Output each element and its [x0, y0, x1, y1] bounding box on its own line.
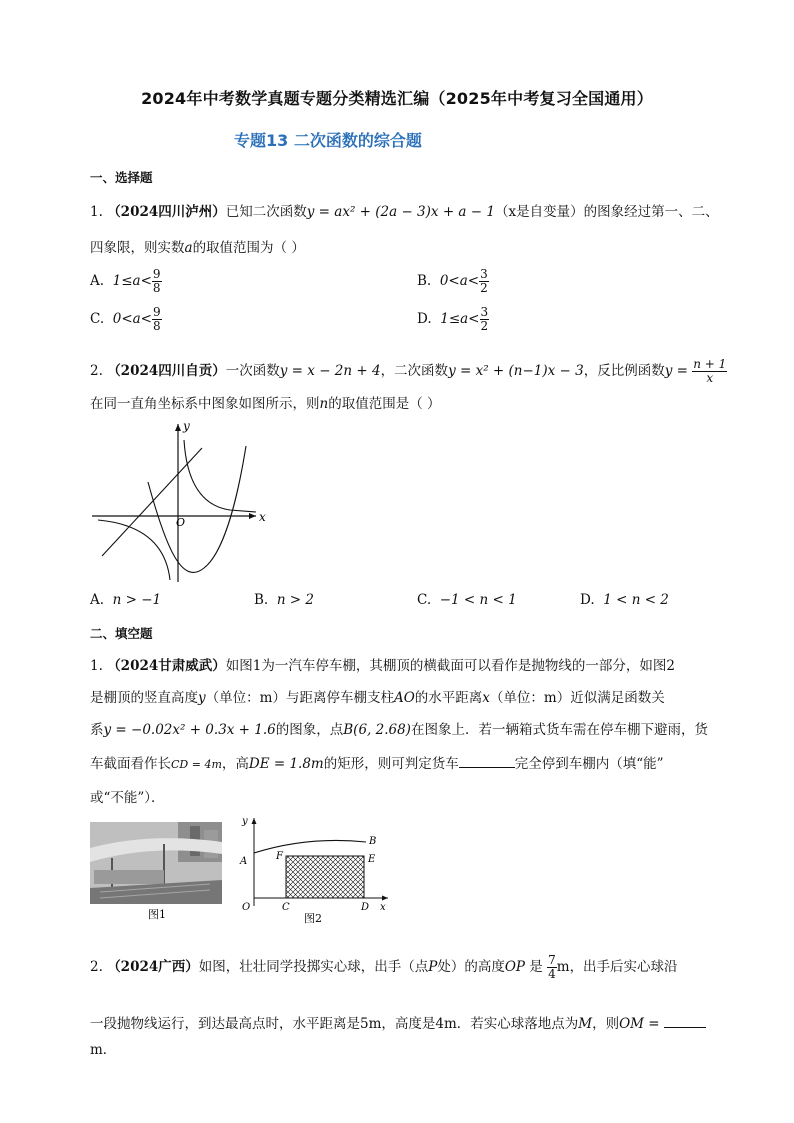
option-label: A. [90, 273, 105, 289]
option-text: 1≤a< [112, 273, 152, 289]
point-b-label: B [369, 836, 377, 847]
question-number: 2. [90, 959, 103, 975]
q2-option-d[interactable] [580, 592, 669, 608]
x-axis-label: x [259, 510, 266, 524]
stem-text: 或“不能”）． [90, 790, 165, 806]
stem-text: ，二次函数 [380, 363, 449, 379]
stem-text: 如图1为一汽车停车棚，其棚顶的横截面可以看作是抛物线的一部分，如图2 [225, 658, 675, 674]
fraction: $\frac{3}{2}$ [480, 267, 488, 295]
stem-text: （单位：m）与距离停车棚支柱 [205, 690, 394, 706]
fraction: $\frac{3}{2}$ [480, 305, 489, 333]
formula: B(6, 2.68) [343, 722, 411, 738]
fill-1-line-5 [90, 786, 165, 806]
stem-text: m． [90, 1042, 117, 1058]
question-source: （2024甘肃威武） [107, 658, 226, 674]
question-2-line-2 [90, 392, 441, 412]
stem-text: 的取值范围为（ ） [192, 240, 305, 256]
stem-text: ，反比例函数 [583, 363, 665, 379]
x-axis-label: x [380, 902, 386, 913]
fraction: $\frac{9}{8}$ [152, 267, 161, 295]
q2-option-c[interactable] [417, 592, 517, 608]
x-axis-arrow [249, 513, 256, 519]
stem-text: 完全停到车棚内（填“能” [514, 756, 664, 772]
function-graph-figure [88, 418, 278, 586]
stem-text: ，出手后实心球沿 [569, 959, 678, 975]
carport-photo [90, 822, 222, 922]
roof-parabola [254, 840, 366, 853]
section-heading-choice: 一、选择题 [90, 170, 153, 185]
q1-option-c[interactable] [90, 306, 162, 333]
question-source: （2024广西） [107, 959, 199, 975]
question-1-line-2 [90, 236, 305, 256]
q2-option-b[interactable] [254, 592, 314, 608]
truck-rectangle [286, 856, 364, 898]
fill-1-line-2: 是棚顶的竖直高度y（单位：m）与距离停车棚支柱AO的水平距离x（单位：m）近似满足函数关 [90, 690, 665, 706]
y-axis-arrow [252, 818, 257, 824]
y-axis-arrow [175, 424, 181, 431]
y-axis-label: y [242, 816, 248, 827]
option-label: C. [417, 592, 432, 608]
stem-text: 一段抛物线运行，到达最高点时，水平距离是5m，高度是4m．若实心球落地点为 [90, 1016, 579, 1032]
q1-option-b[interactable] [417, 268, 489, 295]
question-number: 2. [90, 363, 103, 379]
stem-text: 的水平距离 [414, 690, 483, 706]
formula: y = x² + (n−1)x − 3 [448, 363, 584, 379]
option-text: −1 < n < 1 [439, 592, 517, 608]
point-c-label: C [282, 902, 290, 913]
q1-option-d[interactable] [417, 306, 489, 333]
point-e-label: E [368, 854, 376, 865]
option-text: n > 2 [276, 592, 314, 608]
stem-text: （单位：m）近似满足函数关 [489, 690, 665, 706]
option-text: 1≤a< [440, 311, 480, 327]
stem-text: 系 [90, 722, 104, 738]
fill-2-line-3 [90, 1038, 116, 1058]
fill-1-line-1 [90, 654, 675, 674]
option-label: B. [417, 273, 432, 289]
option-label: B. [254, 592, 269, 608]
stem-text: 的取值范围是（ ） [328, 396, 441, 412]
point-f-label: F [276, 851, 283, 862]
stem-text: 车截面看作长 [90, 756, 171, 772]
stem-text: 四象限，则实数 [90, 240, 185, 256]
fraction: $\frac{7}{4}$ [548, 953, 556, 981]
option-label: D. [580, 592, 595, 608]
hyperbola-branch-2 [98, 520, 170, 580]
stem-text: 如图，壮壮同学投掷实心球，出手（点 [198, 959, 429, 975]
stem-text: 在同一直角坐标系中图象如图所示，则 [90, 396, 320, 412]
stem-text: 在图象上．若一辆箱式货车需在停车棚下避雨，货 [410, 722, 708, 738]
stem-text: 一次函数 [225, 363, 280, 379]
variable: n [319, 396, 329, 412]
topic-title: 专题13 二次函数的综合题 [234, 131, 422, 150]
stem-text: （x是自变量）的图象经过第一、二、 [494, 204, 719, 220]
question-source: （2024四川泸州） [107, 204, 226, 220]
point-d-label: D [361, 902, 370, 913]
x-axis-arrow [382, 896, 388, 901]
option-text: 0<a< [112, 311, 152, 327]
variable: a [184, 240, 193, 256]
formula: CD = 4m [171, 758, 222, 771]
answer-blank[interactable] [459, 755, 515, 768]
stem-text: ，则 [592, 1016, 620, 1032]
formula: y = −0.02x² + 0.3x + 1.6 [103, 722, 276, 738]
question-number: 1. [90, 204, 103, 220]
stem-text: 已知二次函数 [225, 204, 307, 220]
question-2-line-1 [90, 358, 727, 385]
formula: DE = 1.8m [248, 756, 324, 772]
stem-text: 的图象，点 [275, 722, 344, 738]
option-label: C. [90, 311, 105, 327]
stem-text: 是棚顶的竖直高度 [90, 690, 198, 706]
point-a-label: A [240, 856, 248, 867]
document-title: 2024年中考数学真题专题分类精选汇编（2025年中考复习全国通用） [141, 89, 653, 108]
option-text: 1 < n < 2 [603, 592, 669, 608]
fill-2-line-1: 2. （2024广西）如图，壮壮同学投掷实心球，出手（点P处）的高度OP 是 $\frac{7}{4}$ m，出手后实心球沿 [90, 953, 678, 981]
question-source: （2024四川自贡） [107, 363, 226, 379]
figure-1-caption: 图1 [148, 908, 166, 921]
option-text: n > −1 [112, 592, 162, 608]
carport-diagram [228, 812, 398, 924]
formula: y = [664, 363, 693, 379]
y-axis-label: y [183, 419, 190, 433]
point-o-label: O [242, 902, 251, 913]
formula: y = ax² + (2a − 3)x + a − 1 [306, 204, 495, 220]
option-label: A. [90, 592, 105, 608]
question-number: 1. [90, 658, 103, 674]
question-1-line-1 [90, 200, 719, 220]
q1-option-a[interactable] [90, 268, 162, 295]
fraction: $\frac{9}{8}$ [153, 305, 161, 333]
fraction: $\frac{n + 1}{x}$ [693, 357, 727, 385]
origin-label: O [176, 516, 186, 529]
fill-2-line-2: 一段抛物线运行，到达最高点时，水平距离是5m，高度是4m．若实心球落地点为M，则OM = [90, 1012, 706, 1032]
stem-text: ，高 [221, 756, 249, 772]
formula: y = x − 2n + 4 [279, 363, 381, 379]
fill-1-line-4 [90, 752, 664, 772]
option-label: D. [417, 311, 432, 327]
stem-text: 处）的高度 [437, 959, 505, 975]
section-heading-fill: 二、填空题 [90, 626, 153, 641]
q2-option-a[interactable] [90, 592, 161, 608]
figure-2-caption: 图2 [304, 912, 322, 924]
stem-text: 的矩形，则可判定货车 [323, 756, 459, 772]
option-text: 0<a< [439, 273, 480, 289]
fill-1-line-3 [90, 718, 708, 738]
parabola-curve [148, 446, 246, 572]
answer-blank[interactable] [664, 1015, 706, 1028]
